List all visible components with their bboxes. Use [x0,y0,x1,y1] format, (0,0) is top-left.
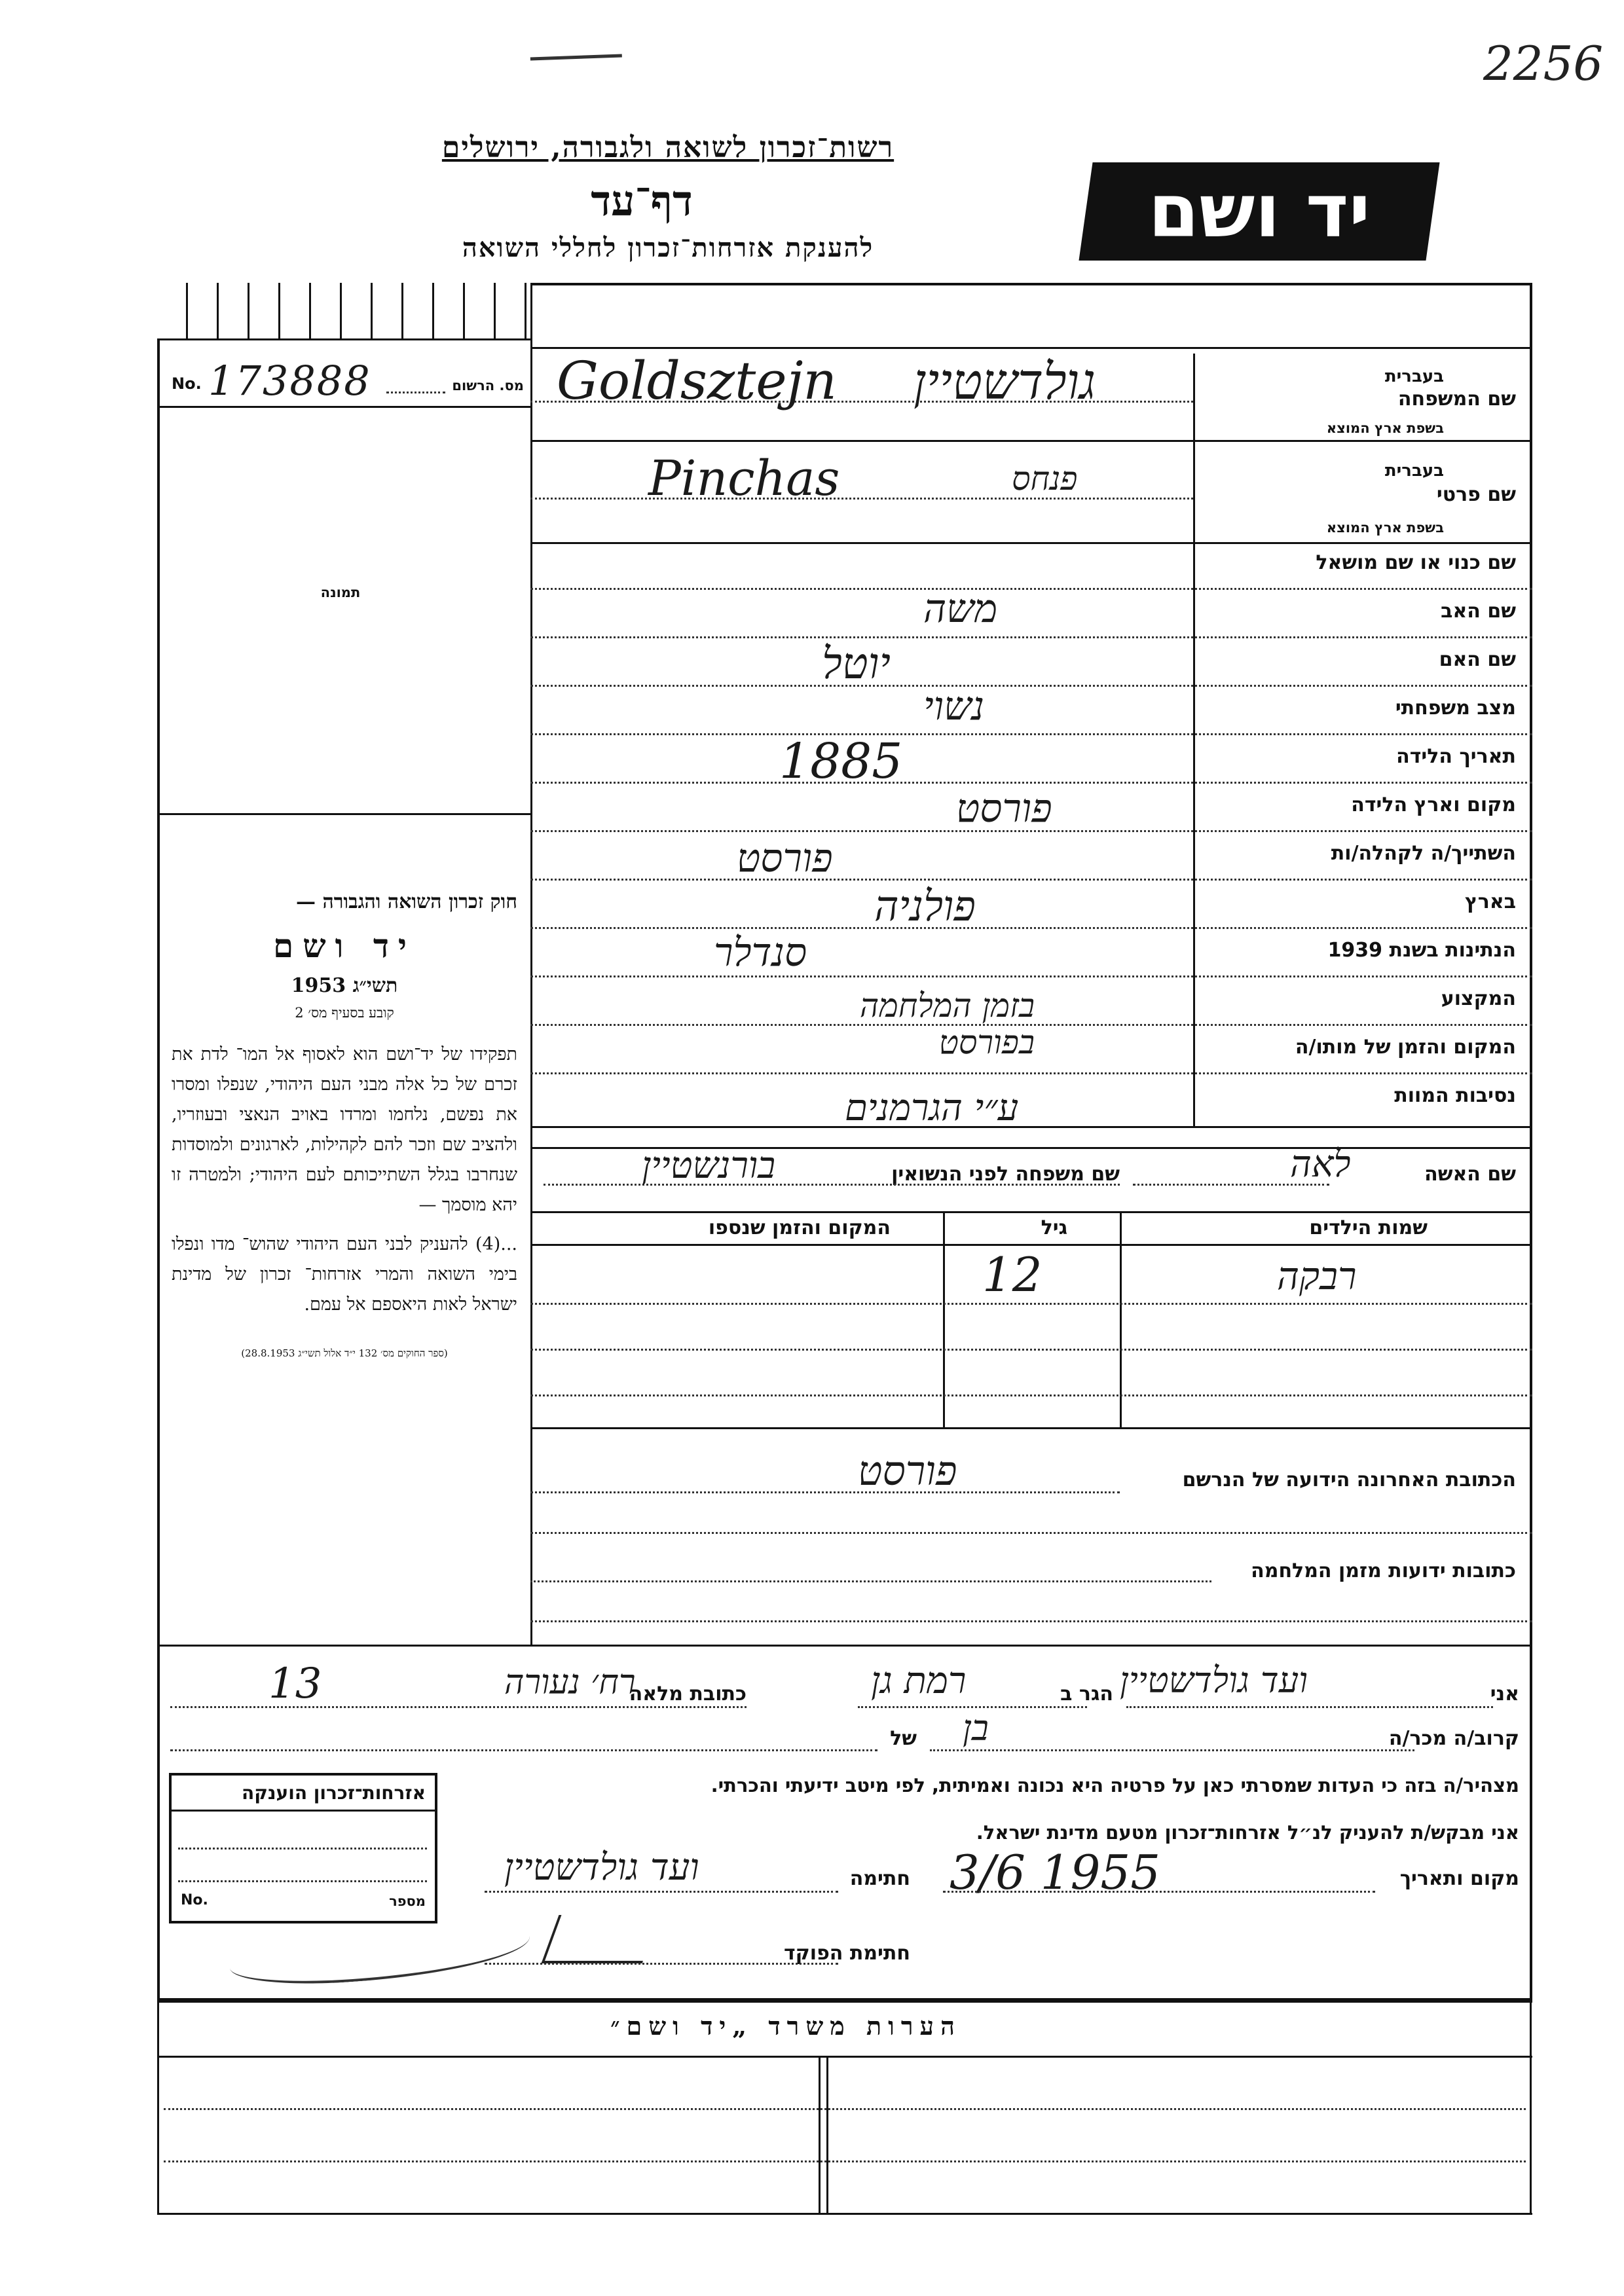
row-subline [530,636,1532,638]
decl-dots [943,1891,1375,1893]
maiden-dots [544,1184,1120,1186]
page-title: דף־עד [591,177,693,226]
label-community: השתייך/ה לקהלה/ות [1331,842,1516,865]
row-subline [530,927,1532,929]
law-para-2: ...(4) להעניק לבני העם היהודי שהוש־ מדו ונפלו בימי השואה והמרי אזרחות־ זכרון של מדינת ישראל לאות היאספם אל עמם. [172,1234,517,1315]
label-last-address: הכתובת האחרונה הידועה של הנרשם [1182,1468,1516,1491]
remarks-top [157,2001,1532,2003]
label-death-circumstances: נסיבות המוות [1394,1084,1516,1107]
decl-resides: הגר ב [1060,1683,1113,1705]
label-family-hebrew: בעברית [1384,367,1444,386]
citizenship-dots [178,1880,427,1882]
value-community: פורסט [737,835,833,881]
citizenship-box [169,1773,437,1923]
decl-prefix: אני [1490,1683,1519,1705]
row-subline [530,879,1532,881]
address-dots [530,1532,1532,1534]
label-father: שם האב [1441,600,1516,623]
children-row [530,1349,1532,1351]
children-row [530,1303,1532,1305]
decl-signature-label: חתימה [849,1867,910,1890]
label-place-time-lost: המקום והזמן שנספו [708,1216,891,1239]
decl-statement: מצהיר/ה בזה כי העדות שמסרתי כאן על פרטיה היא נכונה ואמיתית, לפי מיטב ידיעתי והכרתי. [710,1774,1519,1796]
citizenship-number-label: מספר [389,1893,426,1909]
value-maiden-name: בורנשטיין [642,1144,776,1187]
frame-bottom-ext [157,2213,1532,2215]
value-profession: סנדלר [714,930,807,975]
label-country: בארץ [1464,890,1516,913]
label-birth-date: תאריך הלידה [1396,745,1516,768]
law-para-1: תפקידו של יד־ושם הוא לאסוף אל המו־ לדת את זכרם של כל אלה מבני העם היהודי, שנפלו ומסרו את נפשם, נלחמו ומרדו באויב הנאצי ובעוזריו, ולהציב שם וזכר להם לקהילות, לארגונים ולמוסדות שנחרבו בגלל השתייכותם לעם היהודי; ולמטרה זו יהא מוסמך — [172,1044,517,1215]
registration-number: 173888 [208,357,371,405]
value-last-address: פורסט [858,1447,957,1495]
yad-vashem-logo [1079,162,1439,261]
row-line [530,1126,1532,1128]
reg-line [157,406,530,408]
page-subtitle: להענקת אזרחות־זכרון לחללי השואה [462,232,874,263]
stray-mark [530,54,622,67]
value-death-circumstances: ע״י הגרמנים [845,1087,1019,1129]
label-death-place-time: המקום והזמן של מותו/ה [1295,1036,1516,1059]
value-child-age: 12 [982,1247,1043,1302]
decl-dots [1126,1706,1493,1708]
photo-bottom [157,813,530,815]
decl-addr-label: כתובת מלאה [629,1683,747,1705]
photo-label: תמונה [320,585,361,600]
value-marital: נשוי [923,683,985,729]
decl-addr: רח׳ נעורה [504,1663,636,1702]
value-family-name-latin: Goldsztejn [557,350,837,411]
law-clause: קובע בסעיף מס׳ 2 [295,1005,394,1021]
frame-right-ext [1530,2001,1532,2213]
value-birth-place: פורסט [956,786,1052,831]
value-wife-name: לאה [1290,1143,1351,1186]
value-first-name-latin: Pinchas [648,450,840,507]
value-family-name-he: גולדשטיין [913,352,1096,410]
decl-date: 3/6 1955 [950,1845,1160,1900]
value-mother: יוטל [822,638,891,689]
remarks-dots [164,2108,1526,2110]
law-title: חוק זכרון השואה והגבורה — [296,890,517,913]
decl-dots [485,1891,838,1893]
citizenship-no-label: No. [181,1892,208,1908]
section-line [157,1645,1532,1647]
value-country: פולניה [874,883,976,931]
row-subline [530,588,1532,590]
value-child-name: רבקה [1277,1254,1357,1298]
corner-number: 2256 [1483,36,1604,91]
label-nickname: שם כנוי או שם מושאל [1316,551,1516,574]
row-subline [530,498,1193,500]
label-family-name: שם המשפחה [1397,388,1516,410]
decl-dots [170,1749,877,1751]
label-citizenship: הנתינות בשנת 1939 [1327,939,1516,962]
row-subline [530,1072,1532,1074]
children-table-bottom [530,1427,1532,1429]
value-first-name-he: פנחס [1012,460,1078,498]
decl-dots [170,1706,747,1708]
row-subline [530,685,1532,687]
law-text [172,890,517,1360]
row-line [530,542,1532,544]
decl-dots [485,1963,838,1965]
frame-left-ext [157,2001,159,2213]
children-table-header [530,1244,1532,1246]
label-maiden-name: שם משפחה לפני הנשואין [891,1163,1120,1186]
citizenship-box-title: אזרחות־זכרון הוענקה [242,1782,426,1804]
label-first-name: שם פרטי [1436,483,1516,506]
label-age: גיל [1041,1216,1067,1239]
officer-initials-mark [542,1915,660,1963]
value-father: משה [923,586,998,632]
label-first-hebrew: בעברית [1384,461,1444,481]
war-address-dots [530,1580,1211,1582]
label-war-addresses: כתובות ידועות מזמן המלחמה [1251,1559,1516,1582]
children-row [530,1394,1532,1396]
citizenship-box-divider [172,1810,435,1812]
row-subline [530,782,1532,784]
decl-officer-label: חתימת הפוקד [784,1942,910,1965]
decl-relation-value: בן [963,1707,989,1749]
decl-name: ועד גולדשטיין [1120,1660,1308,1701]
label-children-names: שמות הילדים [1309,1216,1428,1239]
decl-number: 13 [268,1660,322,1708]
row-subline [530,733,1532,735]
citizenship-dots [178,1848,427,1850]
decl-place-date-label: מקום ותאריך [1399,1867,1519,1890]
row-subline [530,975,1532,977]
law-citation: (ספר החוקים מס׳ 132 י״ד אלול תשי״ג 28.8.1953) [241,1347,448,1359]
column-divider [530,283,532,1645]
label-marital: מצב משפחתי [1395,697,1516,720]
label-divider [1193,354,1195,1126]
row-line [530,347,1532,349]
decl-request: אני מבקש/ת להעניק לנ״ל אזרחות־זכרון מטעם מדינת ישראל. [976,1821,1519,1844]
war-address-dots [530,1620,1532,1622]
law-year: תשי״ג 1953 [291,974,398,997]
law-name: יד ושם [273,926,416,965]
decl-dots [930,1749,1414,1751]
decl-of: של [890,1727,917,1750]
remarks-divider [826,2056,828,2213]
decl-signature: ועד גולדשטיין [504,1846,699,1889]
label-first-origin: בשפת ארץ המוצא [1326,520,1444,536]
row-line [530,440,1532,442]
remarks-dots [164,2160,1526,2162]
reg-label-he: מס. הרשום [452,378,524,393]
decl-city: רמת גן [871,1660,967,1702]
remarks-divider [819,2056,821,2213]
label-profession: המקצוע [1441,987,1516,1010]
reg-dots [386,392,445,393]
barcode-strip [157,283,530,340]
label-mother: שם האם [1439,648,1516,671]
authority-line: רשות־זכרון לשואה ולגבורה, ירושלים [441,131,895,164]
reg-label-no: No. [172,374,202,393]
label-birth-place: מקום וארץ הלידה [1351,793,1516,816]
remarks-line [157,2056,1532,2058]
decl-relation-label: קרוב/ה מכר/ה [1388,1727,1519,1750]
label-family-origin: בשפת ארץ המוצא [1326,420,1444,436]
label-wife-name: שם האשה [1424,1163,1516,1186]
children-table-top [530,1211,1532,1213]
address-dots [530,1491,1120,1493]
value-birth-date: 1885 [779,733,903,790]
remarks-title: הערות משרד „יד ושם״ [610,2011,961,2041]
logo-text: יד ושם [1148,169,1371,254]
value-death-place-time: בזמן המלחמה בפורסט [859,987,1035,1061]
